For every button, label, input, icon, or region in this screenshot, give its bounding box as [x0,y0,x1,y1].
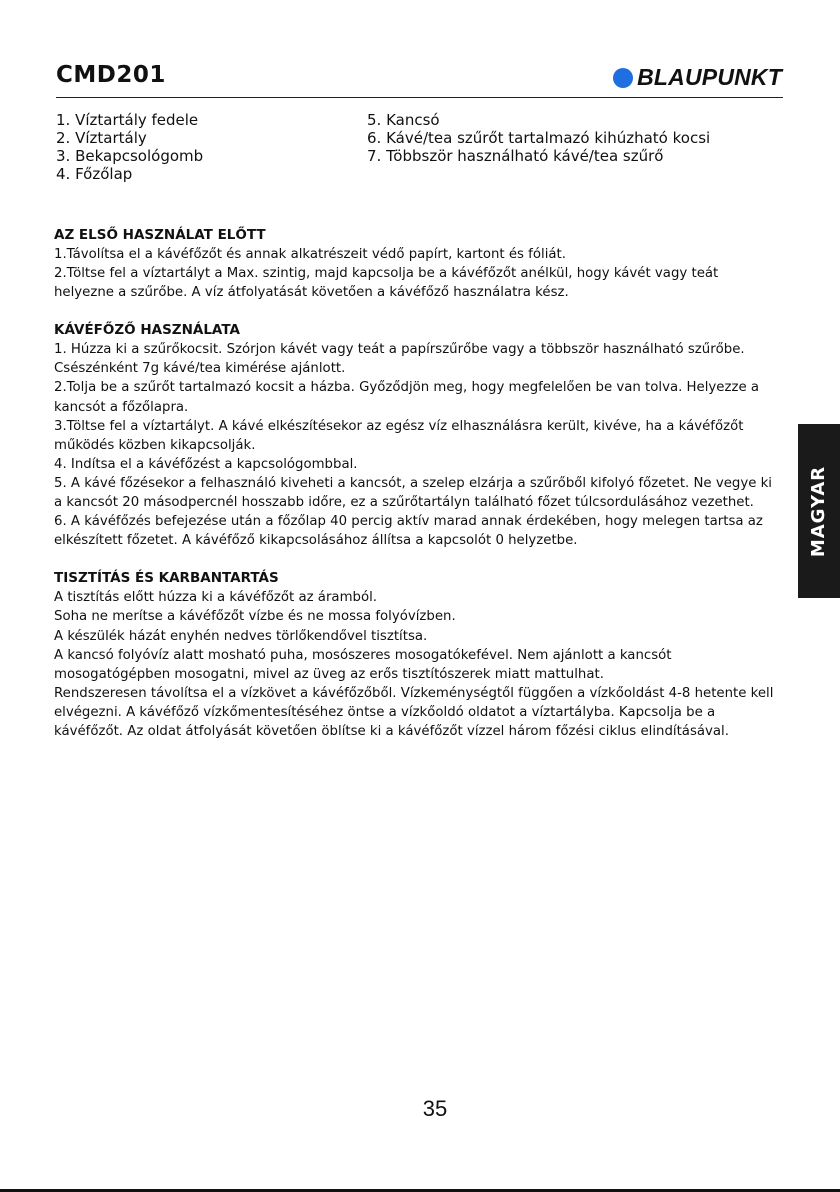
paragraph: A kancsó folyóvíz alatt mosható puha, mosószeres mosogatókefével. Nem ajánlott a kancsót mosogatógépben mosogatni, mivel az üveg az erős tisztítószerek miatt mattulhat. [54,647,672,682]
paragraph: 4. Indítsa el a kávéfőzést a kapcsológombbal. [54,456,358,472]
parts-list-left [56,111,203,183]
section-heading: AZ ELSŐ HASZNÁLAT ELŐTT [54,227,266,243]
parts-list-right [367,111,710,165]
language-label: MAGYAR [808,465,830,557]
section-heading: TISZTÍTÁS ÉS KARBANTARTÁS [54,570,279,587]
paragraph: 1. Húzza ki a szűrőkocsit. Szórjon kávét vagy teát a papírszűrőbe vagy a többször használható szűrőbe. Csészénként 7g kávé/tea kimérése ajánlott. [54,342,745,377]
paragraph: A készülék házát enyhén nedves törlőkendővel tisztítsa. [54,628,428,644]
section-usage [54,321,782,550]
part-item: 7. Többször használható kávé/tea szűrő [367,147,664,165]
paragraph: Rendszeresen távolítsa el a vízkövet a kávéfőzőből. Vízkeménységtől függően a vízkőoldást 4-8 hetente kell elvégezni. A kávéfőző vízkőmentesítéséhez öntse a vízkőoldó oldatot a víztartályba. Kapcsolja be a kávéfőzőt. Az oldat átfolyását követően öblítse ki a kávéfőzőt vízzel három főzési ciklus elindításával. [54,685,774,739]
part-item: 1. Víztartály fedele [56,111,199,129]
paragraph: 5. A kávé főzésekor a felhasználó kiveheti a kancsót, a szelep elzárja a szűrőből kifolyó főzetet. Ne vegye ki a kancsót 20 másodpercnél hosszabb időre, ez a szűrőtartályn található főzet túlcsordulásához vezethet. [54,475,772,511]
part-item: 5. Kancsó [367,111,440,129]
section-before-first-use [54,226,782,302]
document-body [54,226,782,760]
paragraph: A tisztítás előtt húzza ki a kávéfőzőt az áramból. [54,590,378,606]
brand-logo [613,64,782,91]
paragraph: 2.Tolja be a szűrőt tartalmazó kocsit a házba. Győződjön meg, hogy megfelelően be van tolva. Helyezze a kancsót a főzőlapra. [54,380,760,415]
page-number: 35 [422,1096,448,1121]
part-item: 3. Bekapcsológomb [56,147,204,165]
paragraph: 6. A kávéfőzés befejezése után a főzőlap 40 percig aktív marad annak érdekében, hogy melegen tartsa az elkészített főzetet. A kávéfőző kikapcsolásához állítsa a kapcsolót 0 helyzetbe. [54,514,763,549]
section-cleaning [54,569,782,741]
paragraph: 1.Távolítsa el a kávéfőzőt és annak alkatrészeit védő papírt, kartont és fóliát. [54,247,566,262]
model-title: CMD201 [56,62,166,88]
language-side-tab [798,424,840,598]
paragraph: 3.Töltse fel a víztartályt. A kávé elkészítésekor az egész víz elhasználásra került, kivéve, ha a kávéfőzőt működés közben kikapcsolják. [54,418,744,453]
paragraph: Soha ne merítse a kávéfőzőt vízbe és ne mossa folyóvízben. [54,609,456,625]
brand-dot-icon [613,68,633,88]
paragraph: 2.Töltse fel a víztartályt a Max. szintig, majd kapcsolja be a kávéfőzőt anélkül, hogy kávét vagy teát helyezne a szűrőbe. A víz átfolyatását követően a kávéfőző használatra kész. [54,266,719,301]
part-item: 6. Kávé/tea szűrőt tartalmazó kihúzható kocsi [367,129,711,147]
header-divider [56,97,783,98]
part-item: 4. Főzőlap [56,165,133,183]
section-heading: KÁVÉFŐZŐ HASZNÁLATA [54,322,240,339]
part-item: 2. Víztartály [56,129,147,147]
brand-name: BLAUPUNKT [637,64,782,90]
